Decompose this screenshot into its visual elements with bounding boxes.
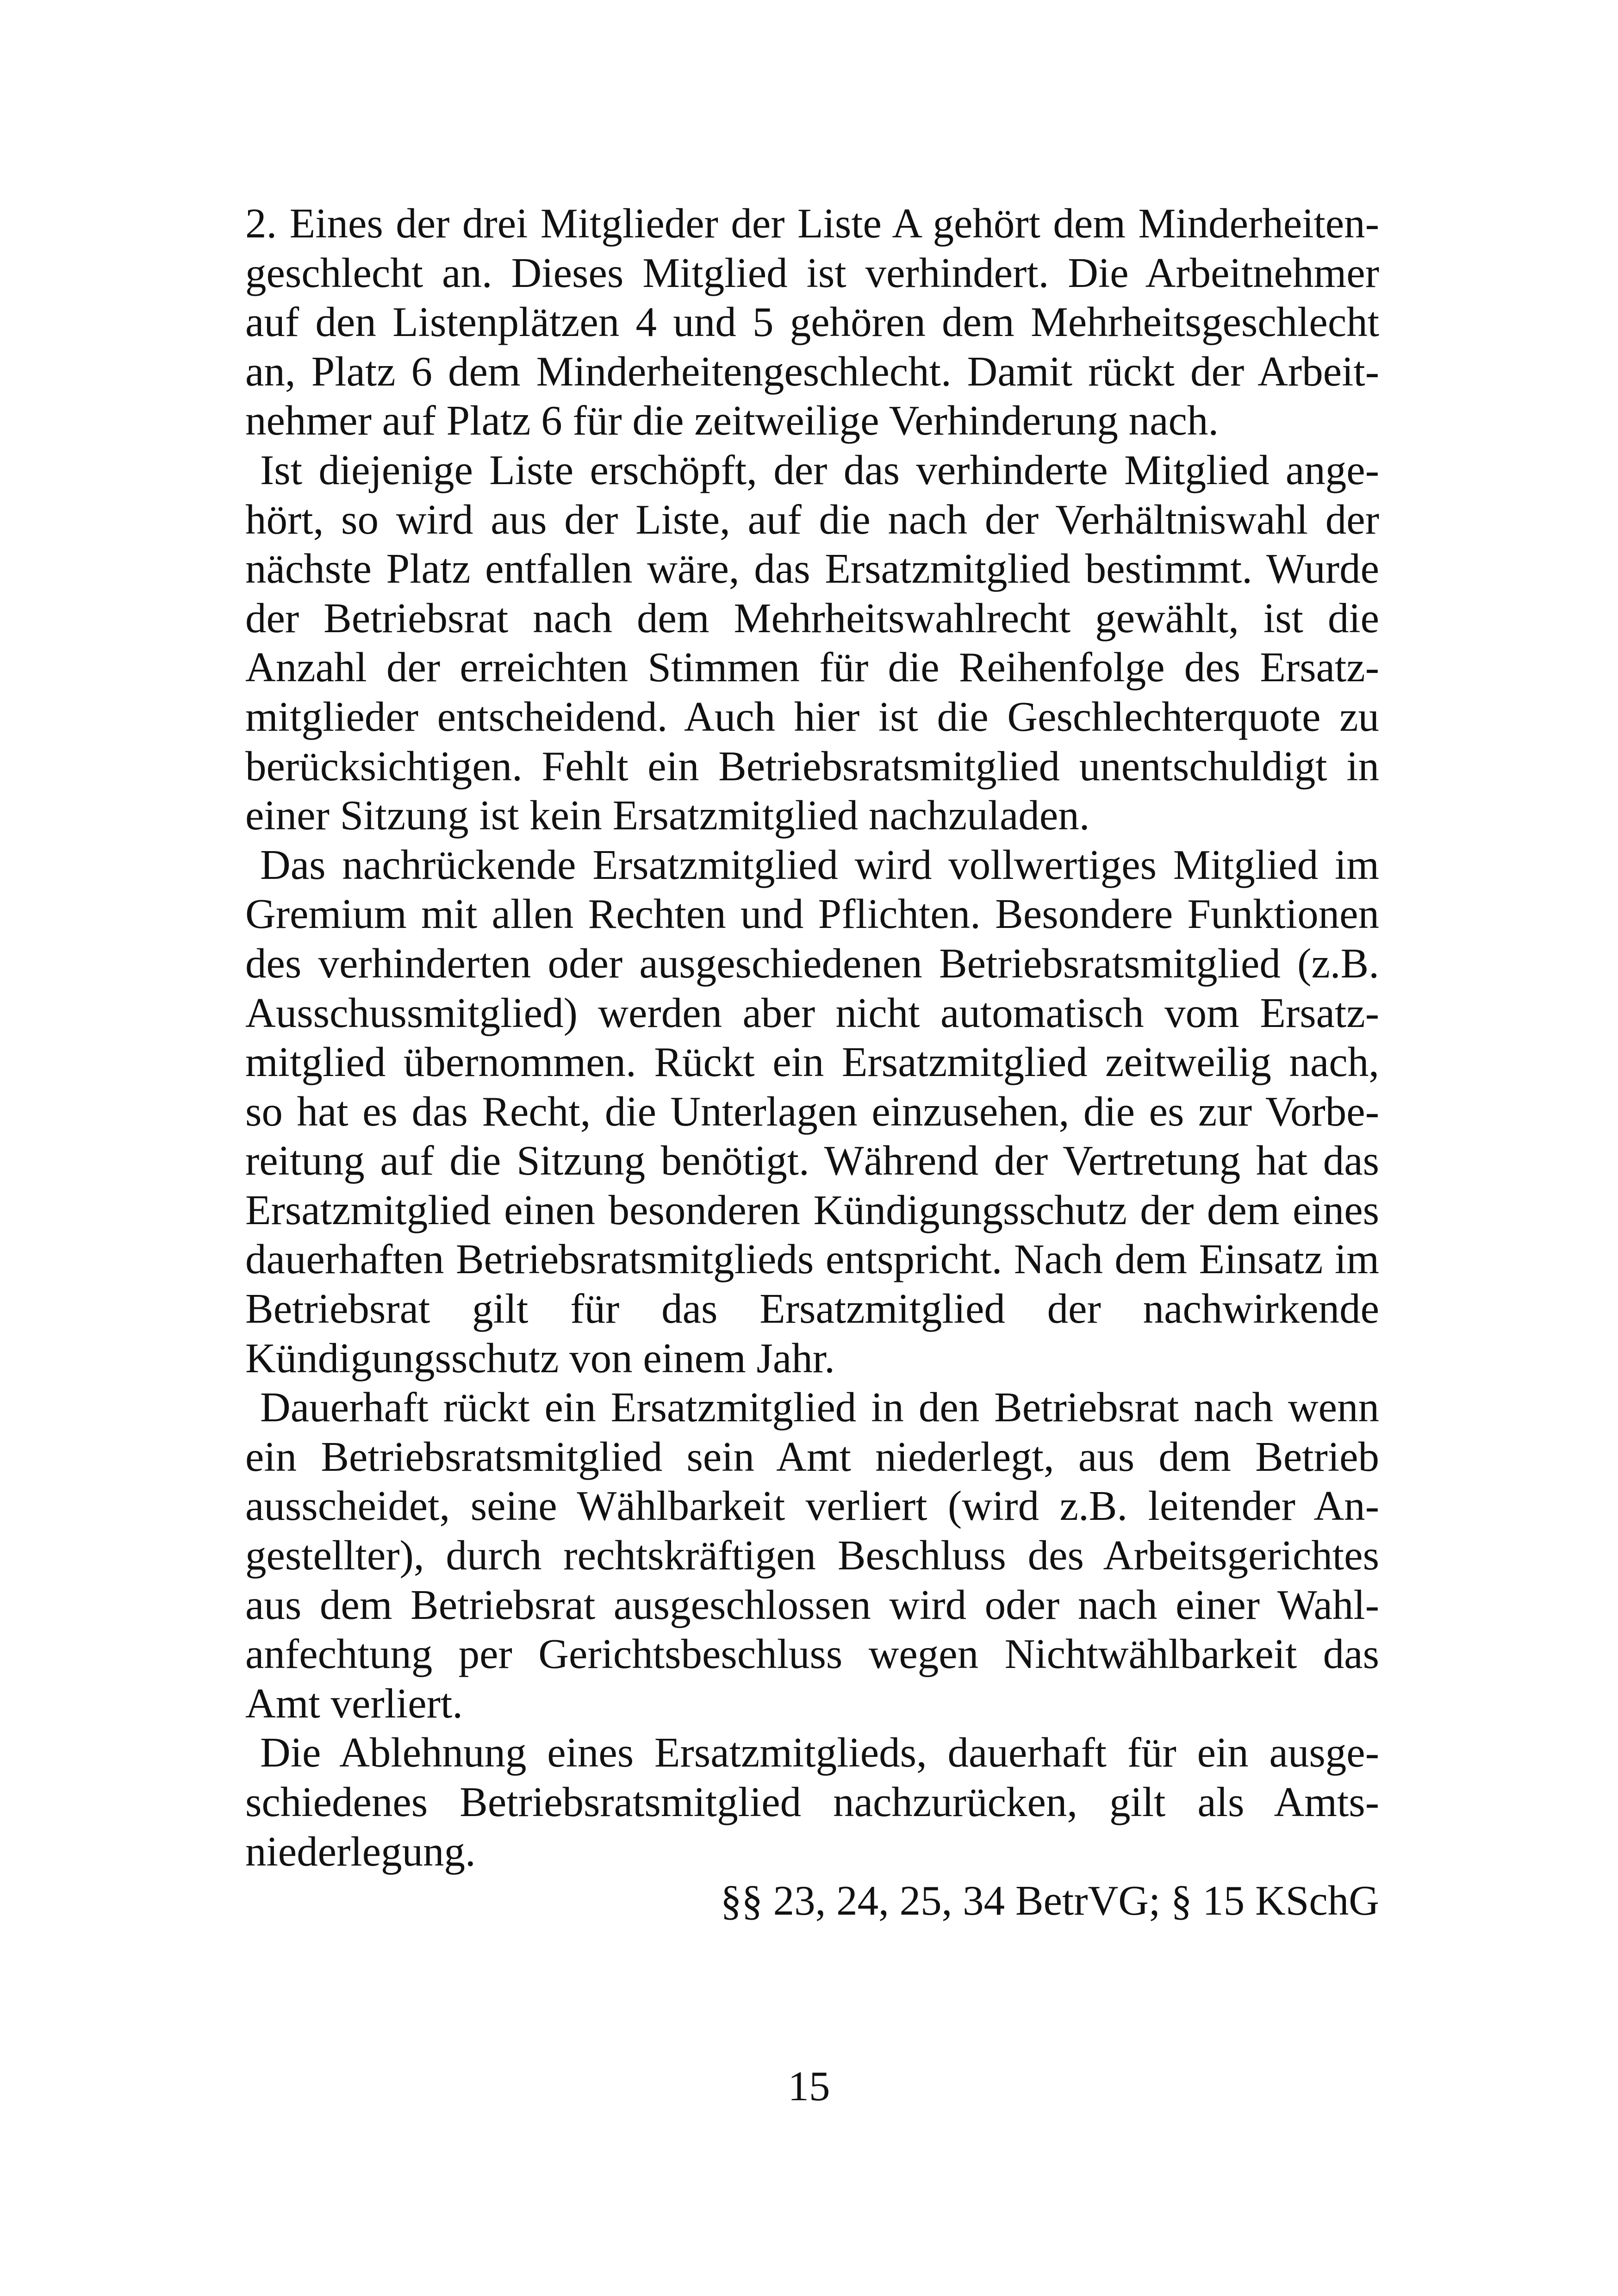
paragraph-example-2: 2. Eines der drei Mitglieder der Liste A gehört dem Minderheitengeschlecht an. Dieses Mitglied ist verhindert. Die Arbeitnehmer auf den Listenplätzen 4 und 5 gehören dem Mehrheitsgeschlecht an, Platz 6 dem Minderheitengeschlecht. Damit rückt der Arbeitnehmer auf Platz 6 für die zeitweilige Verhinderung nach. <box>245 200 1379 444</box>
paragraph-substitute-rights: Das nachrückende Ersatzmitglied wird vollwertiges Mitglied im Gremium mit allen Rechten und Pflichten. Besondere Funktionen des verhinderten oder ausgeschiedenen Betriebsratsmitglied (z.B. Ausschussmitglied) werden aber nicht automatisch vom Ersatzmitglied übernommen. Rückt ein Ersatzmitglied zeitweilig nach, so hat es das Recht, die Unterlagen einzusehen, die es zur Vorbereitung auf die Sitzung benötigt. Während der Vertretung hat das Ersatzmitglied einen besonderen Kündigungsschutz der dem eines dauerhaften Betriebsratsmitglieds entspricht. Nach dem Einsatz im Betriebsrat gilt für das Ersatzmitglied der nachwirkende Kündigungsschutz von einem Jahr. <box>245 841 1379 1381</box>
paragraph-list-exhausted: Ist diejenige Liste erschöpft, der das verhinderte Mitglied angehört, so wird aus der Liste, auf die nach der Verhältniswahl der nächste Platz entfallen wäre, das Ersatzmitglied bestimmt. Wurde der Betriebsrat nach dem Mehrheitswahlrecht gewählt, ist die Anzahl der erreichten Stimmen für die Reihenfolge des Ersatzmitglieder entscheidend. Auch hier ist die Geschlechterquote zu berücksichtigen. Fehlt ein Betriebsratsmitglied unentschuldigt in einer Sitzung ist kein Ersatzmitglied nachzuladen. <box>245 446 1379 839</box>
page-number: 15 <box>788 2063 830 2109</box>
body-text <box>245 199 1379 1926</box>
legal-citation: §§ 23, 24, 25, 34 BetrVG; § 15 KSchG <box>720 1877 1379 1924</box>
paragraph-refusal: Die Ablehnung eines Ersatzmitglieds, dauerhaft für ein ausgeschiedenes Betriebsratsmitglied nachzurücken, gilt als Amtsniederlegung. <box>245 1729 1379 1875</box>
paragraph-permanent-succession: Dauerhaft rückt ein Ersatzmitglied in den Betriebsrat nach wenn ein Betriebsratsmitglied sein Amt niederlegt, aus dem Betrieb ausscheidet, seine Wählbarkeit verliert (wird z.B. leitender Angestellter), durch rechtskräftigen Beschluss des Arbeitsgerichtes aus dem Betriebsrat ausgeschlossen wird oder nach einer Wahlanfechtung per Gerichtsbeschluss wegen Nichtwählbarkeit das Amt verliert. <box>245 1384 1379 1727</box>
